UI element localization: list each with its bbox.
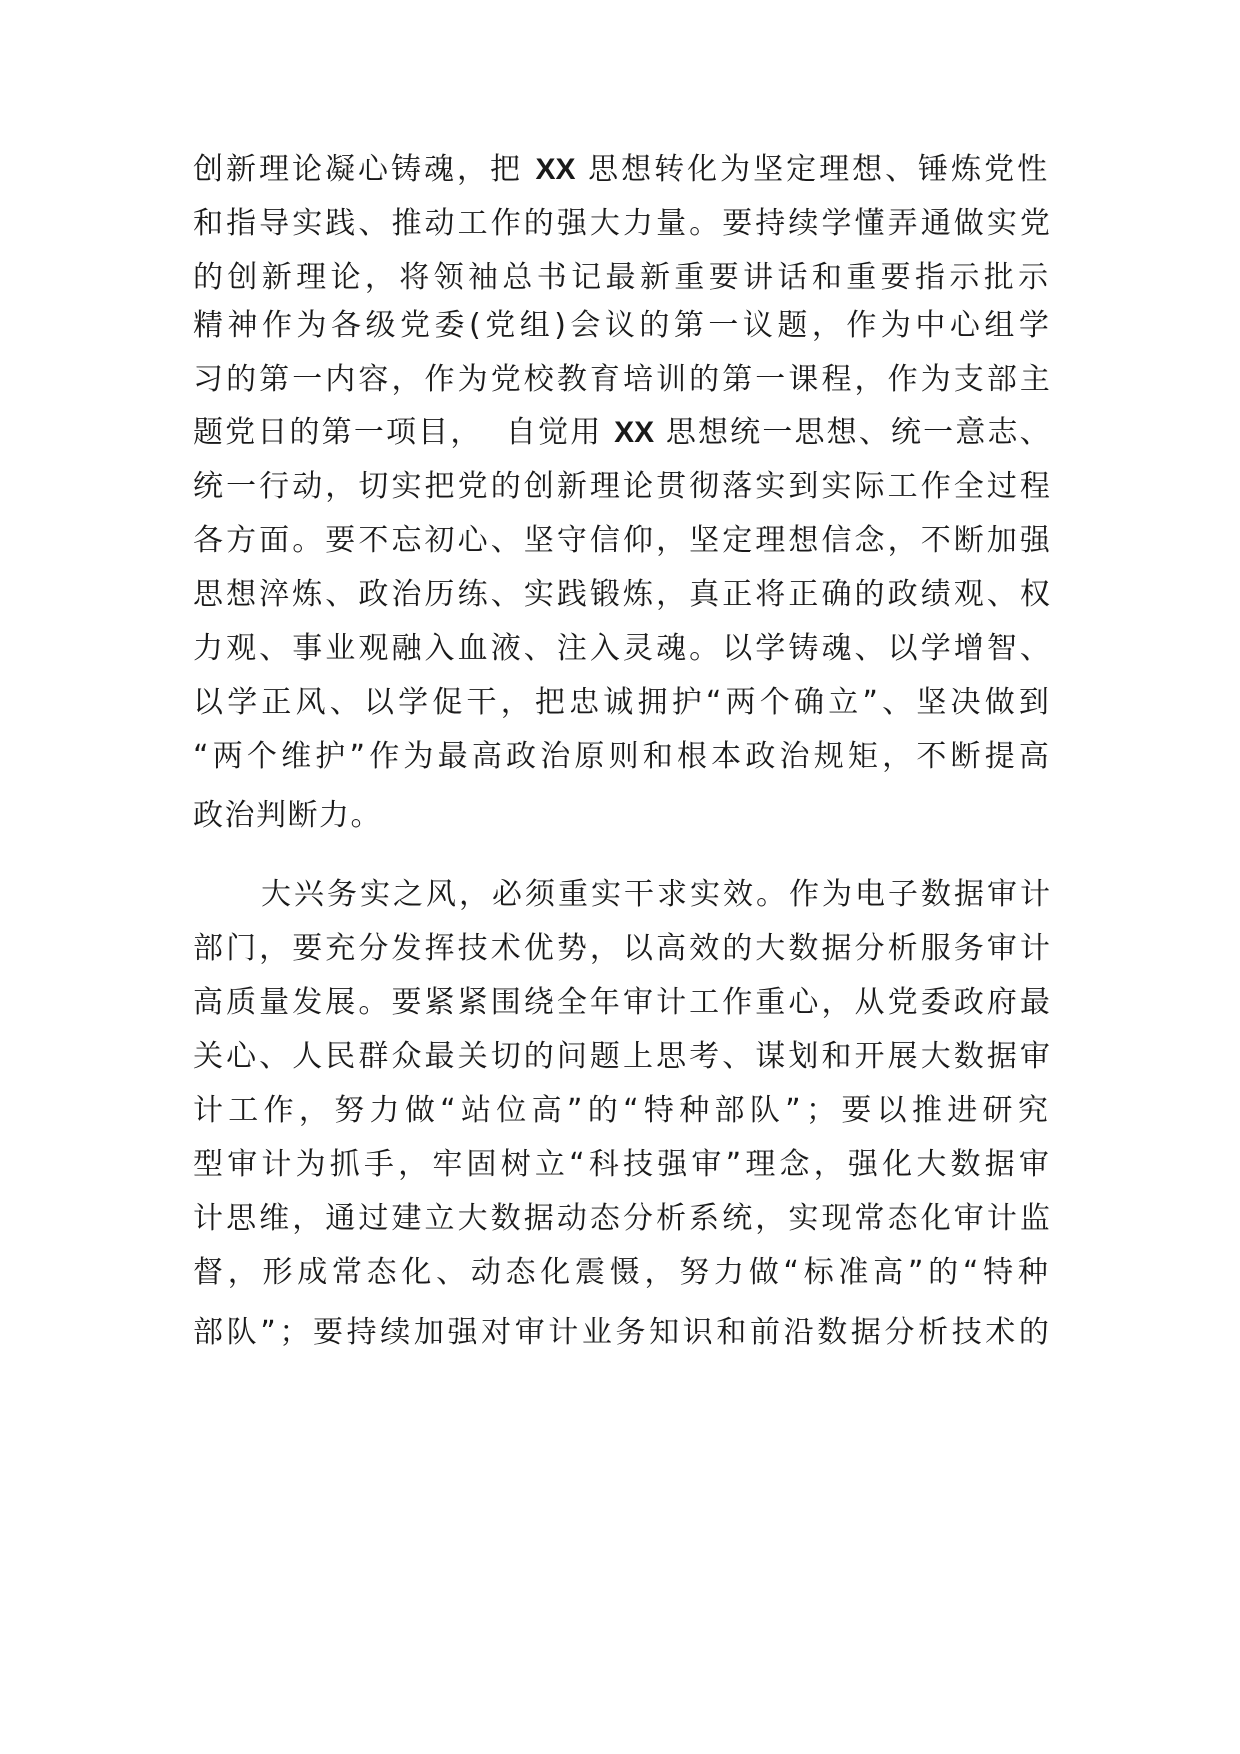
text-line: 统一行动，切实把党的创新理论贯彻落实到实际工作全过程 (193, 469, 1053, 504)
text-line: 精神作为各级党委(党组)会议的第一议题，作为中心组学 (193, 308, 1054, 343)
text-line: 力观、事业观融入血液、注入灵魂。以学铸魂、以学增智、 (193, 631, 1053, 666)
text-line: 习的第一内容，作为党校教育培训的第一课程，作为支部主 (193, 362, 1053, 397)
text-line: 的创新理论，将领袖总书记最新重要讲话和重要指示批示 (193, 260, 1053, 295)
text-line: 政治判断力。 (193, 798, 382, 833)
text-line: 思想淬炼、政治历练、实践锻炼，真正将正确的政绩观、权 (193, 577, 1053, 612)
text-line: 高质量发展。要紧紧围绕全年审计工作重心，从党委政府最 (193, 985, 1053, 1020)
text-line: “两个维护”作为最高政治原则和根本政治规矩，不断提高 (193, 739, 1054, 774)
text-line: 和指导实践、推动工作的强大力量。要持续学懂弄通做实党 (193, 206, 1053, 241)
text-line: 部队”；要持续加强对审计业务知识和前沿数据分析技术的 (193, 1315, 1053, 1350)
text-line: 以学正风、以学促干，把忠诚拥护“两个确立”、坚决做到 (193, 685, 1054, 720)
xx-placeholder: XX (535, 153, 576, 186)
text-line: 督，形成常态化、动态化震慑，努力做“标准高”的“特种 (193, 1255, 1053, 1290)
text-line: 各方面。要不忘初心、坚守信仰，坚定理想信念，不断加强 (193, 523, 1053, 558)
text-line: 型审计为抓手，牢固树立“科技强审”理念，强化大数据审 (193, 1147, 1054, 1182)
text-line: 计工作，努力做“站位高”的“特种部队”；要以推进研究 (193, 1093, 1054, 1128)
text-line: 计思维，通过建立大数据动态分析系统，实现常态化审计监 (193, 1201, 1053, 1236)
xx-placeholder: XX (614, 416, 655, 449)
text-line: 大兴务实之风，必须重实干求实效。作为电子数据审计 (261, 877, 1053, 912)
text-line: 部门，要充分发挥技术优势，以高效的大数据分析服务审计 (193, 931, 1053, 966)
text-line: 创新理论凝心铸魂，把 XX 思想转化为坚定理想、锤炼党性 (193, 152, 1051, 187)
text-line: 题党日的第一项目， 自觉用 XX 思想统一思想、统一意志、 (193, 415, 1052, 450)
text-line: 关心、人民群众最关切的问题上思考、谋划和开展大数据审 (193, 1039, 1053, 1074)
